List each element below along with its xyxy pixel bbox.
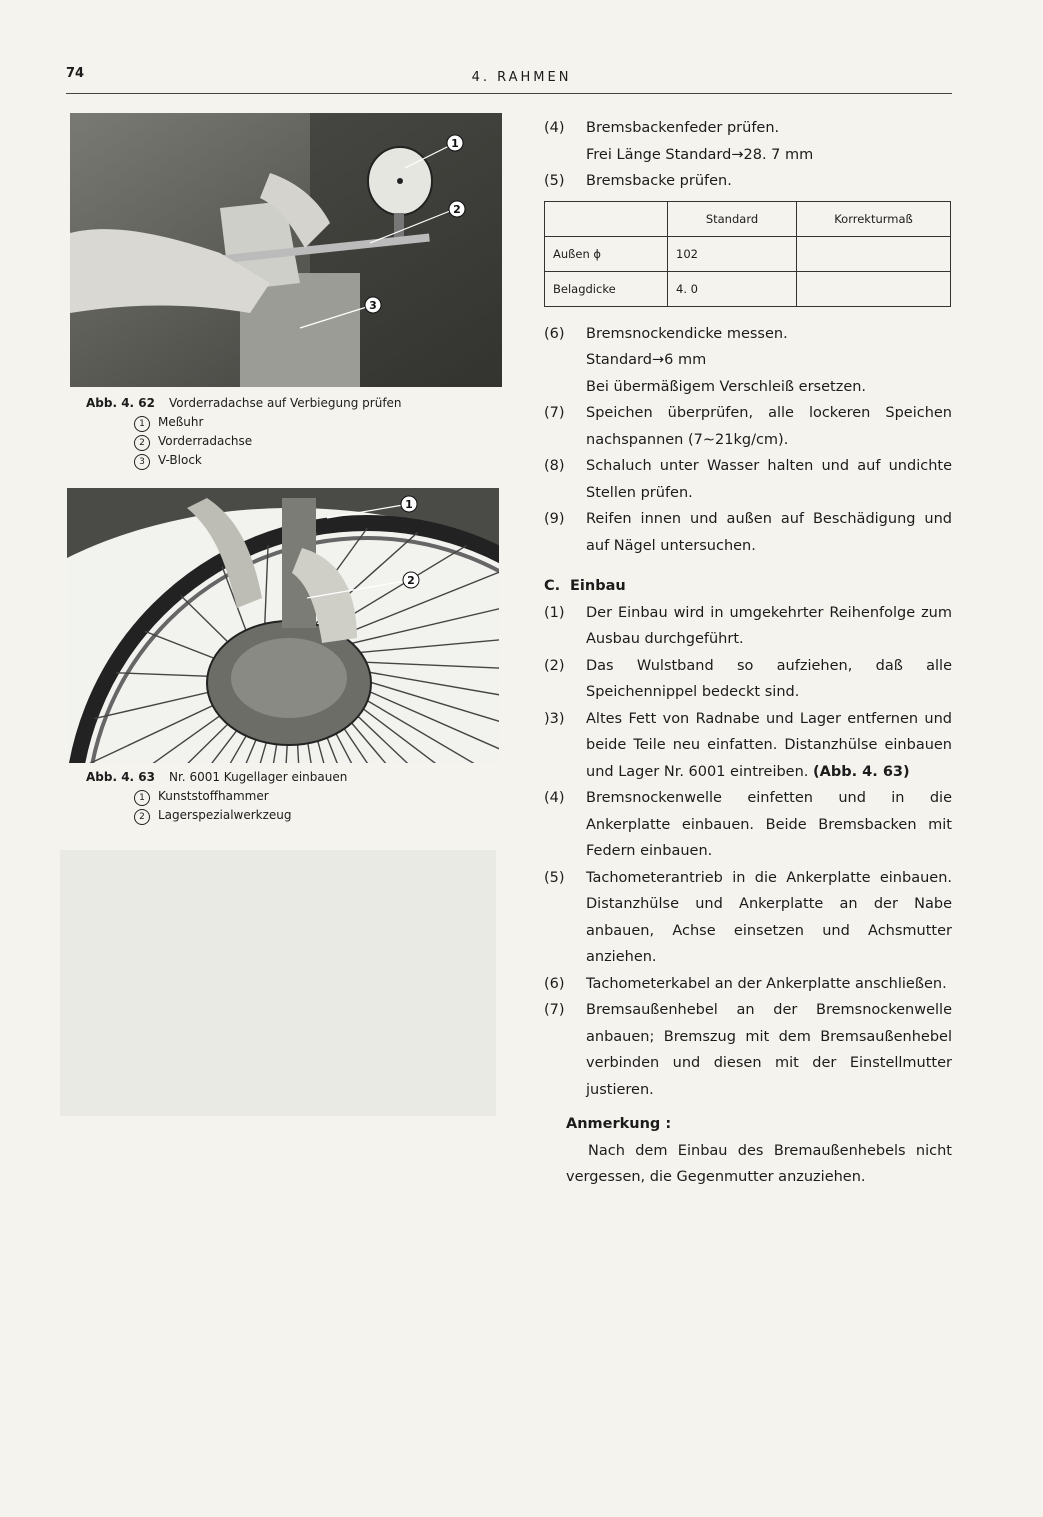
- legend-item: [86, 432, 402, 451]
- running-title: 4. RAHMEN: [471, 70, 572, 85]
- svg-text:3: 3: [369, 299, 377, 312]
- figure-caption-text: Vorderradachse auf Verbiegung prüfen: [169, 396, 402, 410]
- step-item: [544, 115, 952, 168]
- step-item: [544, 321, 952, 401]
- legend-number: 2: [134, 435, 150, 451]
- step-number: (4): [544, 790, 565, 806]
- table-header: Standard: [668, 201, 797, 236]
- legend-item: [86, 451, 402, 470]
- note-title: Anmerkung :: [566, 1116, 672, 1132]
- step-text-detail: Frei Länge Standard→28. 7 mm: [586, 146, 814, 163]
- table-cell: [797, 236, 951, 271]
- step-number: (2): [544, 657, 565, 674]
- table-header: Korrekturmaß: [797, 201, 951, 236]
- figure-reference: (Abb. 4. 63): [813, 763, 910, 780]
- svg-text:2: 2: [407, 574, 415, 587]
- table-header-row: [545, 201, 951, 236]
- figure-caption-4-62: [86, 394, 402, 470]
- step-text: Der Einbau wird in umgekehrter Reihenfolge zum Ausbau durchgeführt.: [586, 604, 952, 647]
- step-number: (5): [544, 869, 565, 886]
- table-row: [545, 271, 951, 306]
- figure-caption-4-63: [86, 768, 347, 825]
- step-number: (7): [544, 1002, 565, 1018]
- step-item: [544, 706, 952, 786]
- step-number: (1): [544, 604, 565, 621]
- step-text: Tachometerantrieb in die Ankerplatte einbauen. Distanzhülse und Ankerplatte an der Nabe anbauen, Achse einsetzen und Achsmutter anziehen.: [586, 869, 952, 965]
- legend-item: [86, 413, 402, 432]
- svg-text:1: 1: [405, 498, 413, 511]
- table-cell: Belagdicke: [545, 271, 668, 306]
- legend-text: Kunststoffhammer: [158, 789, 269, 803]
- table-cell: 4. 0: [668, 271, 797, 306]
- table-cell: 102: [668, 236, 797, 271]
- step-text: Bremsnockendicke messen.: [586, 325, 788, 342]
- figure-label: Abb. 4. 62: [86, 396, 155, 410]
- step-item: [544, 168, 952, 195]
- table-header: [545, 201, 668, 236]
- legend-number: 2: [134, 809, 150, 825]
- note-text: Nach dem Einbau des Bremaußenhebels nicht vergessen, die Gegenmutter anzuziehen.: [566, 1142, 952, 1185]
- photo-wheel-bearing: [67, 488, 499, 763]
- step-item: [544, 865, 952, 971]
- figure-label: Abb. 4. 63: [86, 770, 155, 784]
- table-row: [545, 236, 951, 271]
- spec-table: [544, 201, 951, 307]
- step-text: Das Wulstband so aufziehen, daß alle Speichennippel bedeckt sind.: [586, 657, 952, 700]
- step-number: (9): [544, 511, 565, 527]
- step-number: (6): [544, 325, 565, 342]
- svg-text:2: 2: [453, 203, 461, 216]
- step-item: [544, 653, 952, 706]
- section-heading: [544, 573, 952, 600]
- step-item: [544, 400, 952, 453]
- table-cell: [797, 271, 951, 306]
- step-text: Schaluch unter Wasser halten und auf undichte Stellen prüfen.: [586, 458, 952, 501]
- step-item: [544, 997, 952, 1103]
- legend-text: Vorderradachse: [158, 434, 253, 448]
- step-item: [544, 453, 952, 506]
- step-item: [544, 785, 952, 865]
- step-item: [544, 600, 952, 653]
- step-text: Speichen überprüfen, alle lockeren Speichen nachspannen (7∼21kg/cm).: [586, 405, 952, 448]
- step-text: Tachometerkabel an der Ankerplatte anschließen.: [586, 975, 947, 992]
- svg-text:1: 1: [451, 137, 459, 150]
- figure-caption-text: Nr. 6001 Kugellager einbauen: [169, 770, 348, 784]
- legend-item: [86, 806, 347, 825]
- step-item: [544, 971, 952, 998]
- legend-item: [86, 787, 347, 806]
- step-text: Bremsbackenfeder prüfen.: [586, 120, 780, 136]
- legend-number: 3: [134, 454, 150, 470]
- text-column: [544, 115, 952, 1191]
- legend-number: 1: [134, 416, 150, 432]
- photo-axle-dial-gauge: [70, 113, 502, 387]
- step-text: Bremsnockenwelle einfetten und in die Ankerplatte einbauen. Beide Bremsbacken mit Federn einbauen.: [586, 790, 952, 859]
- legend-text: V-Block: [158, 453, 202, 467]
- step-number: )3): [544, 710, 565, 727]
- step-text: Bremsaußenhebel an der Bremsnockenwelle anbauen; Bremszug mit dem Bremsaußenhebel verbinden und diesen mit der Einstellmutter justieren.: [586, 1002, 952, 1098]
- section-title: Einbau: [570, 578, 626, 594]
- bleed-through-figure: [60, 850, 496, 1116]
- legend-text: Lagerspezialwerkzeug: [158, 808, 292, 822]
- page-number: 74: [66, 66, 85, 81]
- legend-number: 1: [134, 790, 150, 806]
- step-text: Bremsbacke prüfen.: [586, 173, 732, 189]
- step-text-detail: Bei übermäßigem Verschleiß ersetzen.: [586, 378, 867, 395]
- step-number: (6): [544, 975, 565, 992]
- step-number: (7): [544, 405, 565, 421]
- step-text-detail: Standard→6 mm: [586, 352, 707, 368]
- step-number: (8): [544, 458, 565, 474]
- step-number: (5): [544, 173, 565, 189]
- table-cell: Außen ϕ: [545, 236, 668, 271]
- header-rule: [66, 93, 952, 94]
- step-item: [544, 506, 952, 559]
- step-text: Altes Fett von Radnabe und Lager entfernen und beide Teile neu einfatten. Distanzhülse einbauen und Lager Nr. 6001 eintreiben.: [586, 710, 952, 780]
- section-number: C.: [544, 578, 561, 594]
- step-text: Reifen innen und außen auf Beschädigung und auf Nägel untersuchen.: [586, 511, 952, 554]
- legend-text: Meßuhr: [158, 415, 204, 429]
- step-number: (4): [544, 120, 565, 136]
